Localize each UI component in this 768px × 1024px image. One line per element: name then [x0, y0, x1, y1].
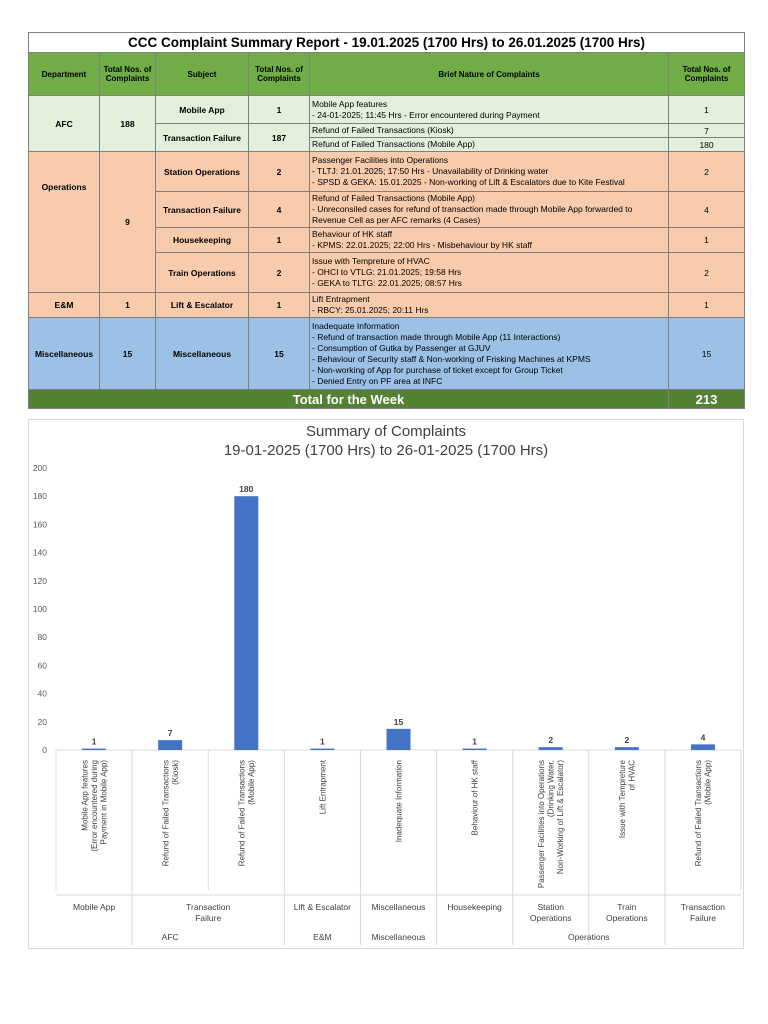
x-tick-label: Non-Working of Lift & Escalator)	[556, 760, 566, 875]
bar	[82, 749, 106, 750]
subject-label: Miscellaneous	[371, 902, 426, 912]
subject-housekeeping-count: 1	[249, 228, 310, 253]
dept-misc-total: 15	[100, 318, 156, 390]
dept-operations: Operations	[29, 152, 100, 293]
x-tick-label: Issue with Tempreture	[618, 760, 628, 839]
y-tick-label: 180	[32, 491, 47, 502]
header-dept-total: Total Nos. of Complaints	[100, 53, 156, 96]
x-tick-label: Refund of Failed Transactions	[237, 760, 247, 867]
subject-label: Mobile App	[73, 902, 116, 912]
subject-station-operations: Station Operations	[156, 152, 249, 192]
x-tick-label: Mobile App features	[80, 760, 90, 831]
total-row	[29, 390, 745, 409]
bar	[158, 740, 182, 750]
y-tick-label: 0	[42, 745, 47, 755]
x-tick-label: Refund of Failed Transactions	[694, 760, 704, 867]
bar-data-label: 2	[548, 735, 554, 746]
department-label: AFC	[161, 932, 179, 942]
x-tick-label: (Drinking Water,	[546, 760, 556, 818]
brief-misc-total: 15	[669, 318, 745, 390]
y-tick-label: 60	[37, 660, 47, 671]
subject-label: Station	[537, 902, 564, 912]
subject-transaction-failure-afc-count: 187	[249, 124, 310, 152]
subject-label: Operations	[606, 913, 648, 923]
y-tick-label: 100	[32, 604, 47, 614]
subject-mobile-app: Mobile App	[156, 96, 249, 124]
x-tick-label: (Mobile App)	[247, 760, 257, 805]
subject-label: Transaction	[680, 902, 725, 912]
x-tick-label: Inadequate Information	[394, 760, 404, 843]
subject-transaction-failure-ops: Transaction Failure	[156, 192, 249, 228]
table-row	[29, 293, 745, 318]
header-brief-total: Total Nos. of Complaints	[669, 53, 745, 96]
x-tick-label: Behaviour of HK staff	[470, 760, 480, 836]
brief-refund-mobile: Refund of Failed Transactions (Mobile App)	[310, 138, 669, 152]
subject-transaction-failure-afc: Transaction Failure	[156, 124, 249, 152]
subject-label: Operations	[529, 913, 572, 923]
x-tick-label: (Mobile App)	[703, 760, 713, 805]
bar-data-label: 180	[239, 484, 254, 495]
subject-misc-count: 15	[249, 318, 310, 390]
x-tick-label: of HVAC	[627, 760, 637, 791]
subject-transaction-failure-ops-count: 4	[249, 192, 310, 228]
subject-label: Train	[617, 902, 637, 912]
table-row	[29, 318, 745, 390]
x-tick-label: Payment in Mobile App)	[99, 760, 109, 845]
bar-data-label: 2	[624, 735, 630, 746]
x-tick-label: (Error encountered during	[90, 760, 100, 852]
brief-refund-kiosk-total: 7	[669, 124, 745, 138]
brief-housekeeping: Behaviour of HK staff - KPMS: 22.01.2025; 22:00 Hrs - Misbehaviour by HK staff	[310, 228, 669, 253]
subject-label: Failure	[195, 913, 222, 923]
bar	[539, 747, 563, 750]
header-department: Department	[29, 53, 100, 96]
x-tick-label: Passenger Facilities into Operations	[537, 760, 547, 889]
dept-em-total: 1	[100, 293, 156, 318]
bar	[387, 729, 411, 750]
bar-data-label: 15	[393, 716, 404, 727]
bar	[310, 749, 334, 750]
dept-misc: Miscellaneous	[29, 318, 100, 390]
brief-mobile-app: Mobile App features - 24-01-2025; 11:45 Hrs - Error encountered during Payment	[310, 96, 669, 124]
brief-train-operations: Issue with Tempreture of HVAC - OHCI to VTLG: 21.01.2025; 19:58 Hrs - GEKA to TLTG: 22.01.2025; 08:57 Hrs	[310, 253, 669, 293]
subject-train-operations-count: 2	[249, 253, 310, 293]
x-tick-label: Refund of Failed Transactions	[161, 760, 171, 867]
complaints-chart	[28, 419, 744, 949]
x-tick-label: (Kiosk)	[170, 760, 180, 785]
department-label: E&M	[313, 932, 332, 942]
subject-train-operations: Train Operations	[156, 253, 249, 293]
y-tick-label: 20	[37, 716, 47, 727]
chart-svg	[29, 420, 743, 948]
brief-station-operations: Passenger Facilities into Operations - TLTJ: 21.01.2025; 17:50 Hrs - Unavailability of Drinking water - SPSD & GEKA: 15.01.2025 - Non-working of Lift & Escalators due to Kite Festival	[310, 152, 669, 192]
brief-mobile-app-total: 1	[669, 96, 745, 124]
subject-label: Transaction	[186, 902, 231, 912]
subject-housekeeping: Housekeeping	[156, 228, 249, 253]
report-title: CCC Complaint Summary Report - 19.01.2025 (1700 Hrs) to 26.01.2025 (1700 Hrs)	[29, 33, 745, 53]
dept-em: E&M	[29, 293, 100, 318]
header-subject-total: Total Nos. of Complaints	[249, 53, 310, 96]
y-tick-label: 80	[37, 632, 47, 643]
x-tick-label: Lift Entrapment	[318, 760, 328, 815]
y-tick-label: 120	[32, 575, 47, 586]
y-tick-label: 40	[37, 688, 47, 699]
dept-afc: AFC	[29, 96, 100, 152]
brief-transaction-failure-ops-total: 4	[669, 192, 745, 228]
header-subject: Subject	[156, 53, 249, 96]
subject-label: Failure	[689, 913, 716, 923]
header-brief-nature: Brief Nature of Complaints	[310, 53, 669, 96]
y-tick-label: 160	[32, 519, 47, 530]
bar	[234, 496, 258, 750]
bar-data-label: 1	[91, 736, 97, 747]
dept-operations-total: 9	[100, 152, 156, 293]
department-label: Operations	[567, 932, 610, 942]
subject-label: Lift & Escalator	[293, 902, 351, 912]
bar	[691, 744, 715, 750]
brief-lift-entrapment: Lift Entrapment - RBCY: 25.01.2025; 20:11 Hrs	[310, 293, 669, 318]
bar-data-label: 4	[700, 732, 706, 743]
complaint-summary-report	[28, 32, 744, 409]
y-tick-label: 140	[32, 547, 47, 558]
chart-title: Summary of Complaints	[305, 423, 467, 440]
total-label: Total for the Week	[29, 390, 669, 409]
summary-table	[28, 32, 745, 409]
brief-station-operations-total: 2	[669, 152, 745, 192]
subject-label: Housekeeping	[447, 902, 502, 912]
bar-data-label: 1	[472, 736, 477, 747]
table-row	[29, 152, 745, 192]
brief-lift-entrapment-total: 1	[669, 293, 745, 318]
brief-train-operations-total: 2	[669, 253, 745, 293]
brief-refund-mobile-total: 180	[669, 138, 745, 152]
table-header-row	[29, 53, 745, 96]
bar	[463, 749, 487, 750]
department-label: Miscellaneous	[371, 932, 426, 942]
y-tick-label: 200	[32, 463, 47, 473]
bar-data-label: 7	[167, 728, 173, 739]
table-row	[29, 96, 745, 124]
total-value: 213	[669, 390, 745, 409]
subject-lift-escalator-count: 1	[249, 293, 310, 318]
dept-afc-total: 188	[100, 96, 156, 152]
brief-misc: Inadequate Information - Refund of transaction made through Mobile App (11 Interactions) - Consumption of Gutka by Passenger at GJUV - Behaviour of Security staff & Non-working of Frisking Machines at KPMS - Non-working of App for purchase of ticket except for Group Ticket - Denied Entry on PF area at INFC	[310, 318, 669, 390]
subject-misc: Miscellaneous	[156, 318, 249, 390]
subject-station-operations-count: 2	[249, 152, 310, 192]
chart-subtitle: 19-01-2025 (1700 Hrs) to 26-01-2025 (1700 Hrs)	[223, 442, 549, 459]
brief-housekeeping-total: 1	[669, 228, 745, 253]
bar	[615, 747, 639, 750]
brief-transaction-failure-ops: Refund of Failed Transactions (Mobile App) - Unreconsiled cases for refund of transaction made through Mobile App forwarded to Revenue Cell as per AFC remarks (4 Cases)	[310, 192, 669, 228]
subject-mobile-app-count: 1	[249, 96, 310, 124]
bar-data-label: 1	[320, 736, 325, 747]
brief-refund-kiosk: Refund of Failed Transactions (Kiosk)	[310, 124, 669, 138]
subject-lift-escalator: Lift & Escalator	[156, 293, 249, 318]
